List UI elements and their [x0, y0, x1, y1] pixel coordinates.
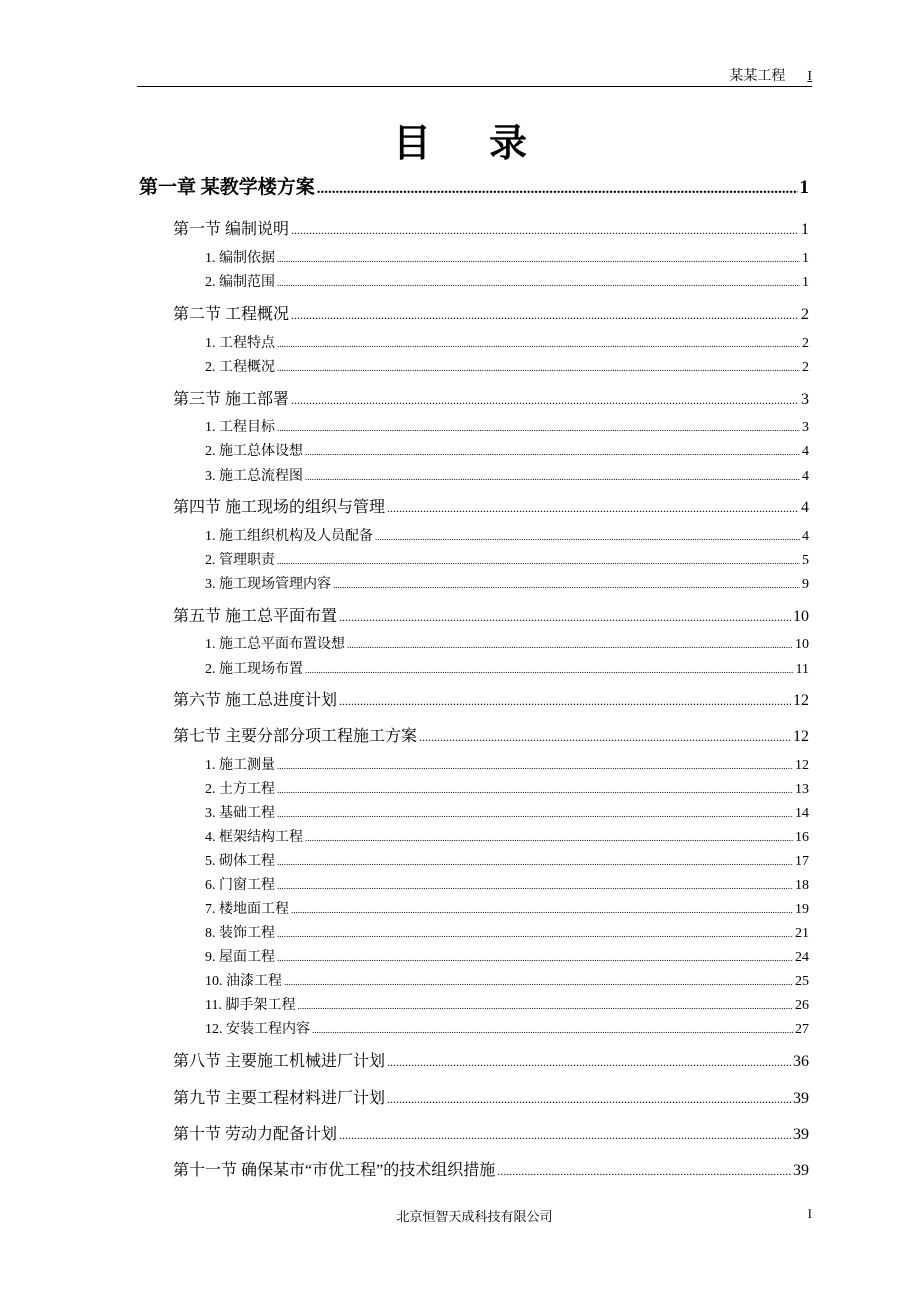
toc-entry-page: 1: [802, 251, 809, 266]
toc-entry-label: 10. 油漆工程: [205, 974, 282, 989]
toc-entry-item[interactable]: [205, 658, 809, 678]
toc-entry-label: 2. 施工总体设想: [205, 444, 303, 459]
toc-dot-leader: [347, 640, 793, 650]
toc-dot-leader: [291, 393, 799, 408]
toc-entry-page: 19: [795, 902, 809, 917]
toc-dot-leader: [387, 1092, 791, 1107]
toc-dot-leader: [277, 953, 793, 963]
toc-dot-leader: [277, 423, 800, 433]
toc-entry-item[interactable]: [205, 549, 809, 569]
toc-entry-item[interactable]: [205, 416, 809, 436]
toc-entry-section[interactable]: [173, 1085, 809, 1108]
toc-dot-leader: [277, 254, 800, 264]
toc-entry-item[interactable]: [205, 754, 809, 774]
toc-entry-section[interactable]: [173, 723, 809, 746]
toc-entry-item[interactable]: [205, 247, 809, 267]
toc-dot-leader: [297, 1001, 793, 1011]
toc-entry-page: 10: [795, 637, 809, 652]
toc-entry-label: 第三节 施工部署: [173, 391, 290, 408]
toc-entry-item[interactable]: [205, 922, 809, 942]
toc-entry-section[interactable]: [173, 386, 809, 409]
toc-dot-leader: [277, 929, 793, 939]
toc-entry-section[interactable]: [173, 1121, 809, 1144]
toc-dot-leader: [305, 833, 793, 843]
toc-entry-label: 2. 土方工程: [205, 782, 275, 797]
toc-entry-item[interactable]: [205, 994, 809, 1014]
toc-entry-label: 第八节 主要施工机械进厂计划: [173, 1053, 386, 1070]
header-title: 某某工程: [729, 69, 786, 84]
toc-dot-leader: [305, 447, 800, 457]
toc-entry-page: 3: [801, 391, 809, 408]
toc-entry-item[interactable]: [205, 874, 809, 894]
toc-entry-item[interactable]: [205, 356, 809, 376]
toc-entry-item[interactable]: [205, 1018, 809, 1038]
toc-entry-label: 3. 基础工程: [205, 806, 275, 821]
toc-entry-item[interactable]: [205, 271, 809, 291]
toc-entry-page: 25: [795, 974, 809, 989]
toc-entry-item[interactable]: [205, 970, 809, 990]
toc-entry-page: 12: [793, 692, 809, 709]
toc-entry-page: 5: [802, 553, 809, 568]
toc-dot-leader: [277, 278, 800, 288]
toc-entry-page: 27: [795, 1022, 809, 1037]
toc-dot-leader: [375, 532, 800, 542]
toc-entry-label: 1. 编制依据: [205, 251, 275, 266]
toc-entry-item[interactable]: [205, 802, 809, 822]
toc-entry-page: 4: [802, 469, 809, 484]
toc-entry-label: 第一章 某教学楼方案: [139, 177, 315, 198]
toc-entry-label: 第七节 主要分部分项工程施工方案: [173, 728, 418, 745]
header-page-number: I: [807, 69, 812, 84]
toc-entry-label: 6. 门窗工程: [205, 878, 275, 893]
toc-entry-label: 1. 施工测量: [205, 758, 275, 773]
toc-dot-leader: [277, 339, 800, 349]
toc-entry-label: 第二节 工程概况: [173, 306, 290, 323]
toc-entry-item[interactable]: [205, 826, 809, 846]
toc-entry-section[interactable]: [173, 216, 809, 239]
toc-entry-page: 39: [793, 1162, 809, 1179]
toc-dot-leader: [277, 785, 793, 795]
toc-entry-page: 4: [801, 499, 809, 516]
toc-entry-section[interactable]: [173, 1048, 809, 1071]
toc-entry-label: 1. 施工总平面布置设想: [205, 637, 345, 652]
toc-dot-leader: [277, 857, 793, 867]
toc-entry-page: 1: [799, 177, 809, 198]
toc-entry-label: 9. 屋面工程: [205, 950, 275, 965]
toc-entry-label: 2. 编制范围: [205, 275, 275, 290]
toc-entry-label: 7. 楼地面工程: [205, 902, 289, 917]
toc-dot-leader: [312, 1025, 793, 1035]
toc-entry-page: 14: [795, 806, 809, 821]
toc-entry-section[interactable]: [173, 603, 809, 626]
toc-dot-leader: [291, 223, 799, 238]
toc-entry-label: 第五节 施工总平面布置: [173, 608, 338, 625]
toc-entry-page: 2: [801, 306, 809, 323]
toc-dot-leader: [291, 905, 793, 915]
toc-entry-section[interactable]: [173, 1157, 809, 1180]
toc-entry-page: 2: [802, 360, 809, 375]
toc-entry-page: 16: [795, 830, 809, 845]
toc-entry-label: 1. 工程特点: [205, 336, 275, 351]
footer-page-number: I: [807, 1206, 812, 1221]
toc-entry-page: 3: [802, 420, 809, 435]
toc-entry-label: 11. 脚手架工程: [205, 998, 296, 1013]
toc-entry-page: 26: [795, 998, 809, 1013]
toc-entry-label: 2. 施工现场布置: [205, 662, 303, 677]
toc-dot-leader: [284, 977, 793, 987]
toc-entry-page: 21: [795, 926, 809, 941]
toc-entry-page: 36: [793, 1053, 809, 1070]
toc-entry-item[interactable]: [205, 525, 809, 545]
toc-dot-leader: [339, 610, 791, 625]
toc-entry-page: 12: [795, 758, 809, 773]
toc-dot-leader: [317, 181, 798, 198]
toc-entry-label: 第九节 主要工程材料进厂计划: [173, 1090, 386, 1107]
toc-entry-item[interactable]: [205, 573, 809, 593]
toc-dot-leader: [305, 472, 800, 482]
toc-entry-label: 1. 工程目标: [205, 420, 275, 435]
toc-entry-page: 24: [795, 950, 809, 965]
toc-entry-label: 2. 工程概况: [205, 360, 275, 375]
toc-entry-page: 9: [802, 577, 809, 592]
toc-entry-page: 11: [795, 662, 809, 677]
toc-entry-section[interactable]: [173, 687, 809, 710]
toc-entry-label: 第十一节 确保某市“市优工程”的技术组织措施: [173, 1162, 496, 1179]
toc-entry-item[interactable]: [205, 633, 809, 653]
toc-entry-label: 2. 管理职责: [205, 553, 275, 568]
toc-entry-page: 13: [795, 782, 809, 797]
toc-dot-leader: [339, 1128, 791, 1143]
toc-entry-page: 1: [802, 275, 809, 290]
toc-entry-label: 3. 施工现场管理内容: [205, 577, 331, 592]
toc-dot-leader: [277, 761, 793, 771]
toc-entry-section[interactable]: [173, 301, 809, 324]
toc-entry-item[interactable]: [205, 465, 809, 485]
toc-entry-page: 17: [795, 854, 809, 869]
toc-entry-label: 1. 施工组织机构及人员配备: [205, 529, 373, 544]
toc-dot-leader: [333, 580, 800, 590]
toc-entry-label: 第一节 编制说明: [173, 221, 290, 238]
toc-entry-page: 2: [802, 336, 809, 351]
toc-entry-item[interactable]: [205, 440, 809, 460]
toc-entry-page: 1: [801, 221, 809, 238]
toc-entry-page: 4: [802, 529, 809, 544]
toc-entry-label: 5. 砌体工程: [205, 854, 275, 869]
toc-entry-page: 39: [793, 1126, 809, 1143]
toc-entry-chapter[interactable]: [139, 172, 809, 199]
toc-entry-label: 第六节 施工总进度计划: [173, 692, 338, 709]
toc-entry-page: 4: [802, 444, 809, 459]
toc-entry-page: 39: [793, 1090, 809, 1107]
toc-entry-page: 10: [793, 608, 809, 625]
footer-company: 北京恒智天成科技有限公司: [396, 1209, 553, 1224]
toc-dot-leader: [497, 1164, 791, 1179]
toc-entry-label: 第四节 施工现场的组织与管理: [173, 499, 386, 516]
toc-entry-label: 第十节 劳动力配备计划: [173, 1126, 338, 1143]
toc-entry-page: 12: [793, 728, 809, 745]
toc-dot-leader: [339, 694, 791, 709]
toc-dot-leader: [277, 809, 793, 819]
toc-dot-leader: [277, 881, 793, 891]
toc-dot-leader: [387, 501, 799, 516]
toc-dot-leader: [277, 556, 800, 566]
toc-entry-section[interactable]: [173, 494, 809, 517]
toc-dot-leader: [277, 363, 800, 373]
toc-entry-item[interactable]: [205, 778, 809, 798]
toc-dot-leader: [419, 730, 791, 745]
toc-entry-page: 18: [795, 878, 809, 893]
toc-entry-item[interactable]: [205, 850, 809, 870]
toc-entry-label: 3. 施工总流程图: [205, 469, 303, 484]
toc-entry-label: 12. 安装工程内容: [205, 1022, 310, 1037]
toc-dot-leader: [291, 308, 799, 323]
toc-entry-label: 8. 装饰工程: [205, 926, 275, 941]
toc-dot-leader: [387, 1055, 791, 1070]
toc-entry-item[interactable]: [205, 898, 809, 918]
toc-entry-item[interactable]: [205, 332, 809, 352]
toc-entry-label: 4. 框架结构工程: [205, 830, 303, 845]
page-title: 目录: [392, 121, 585, 165]
toc-entry-item[interactable]: [205, 946, 809, 966]
toc-dot-leader: [305, 665, 794, 675]
